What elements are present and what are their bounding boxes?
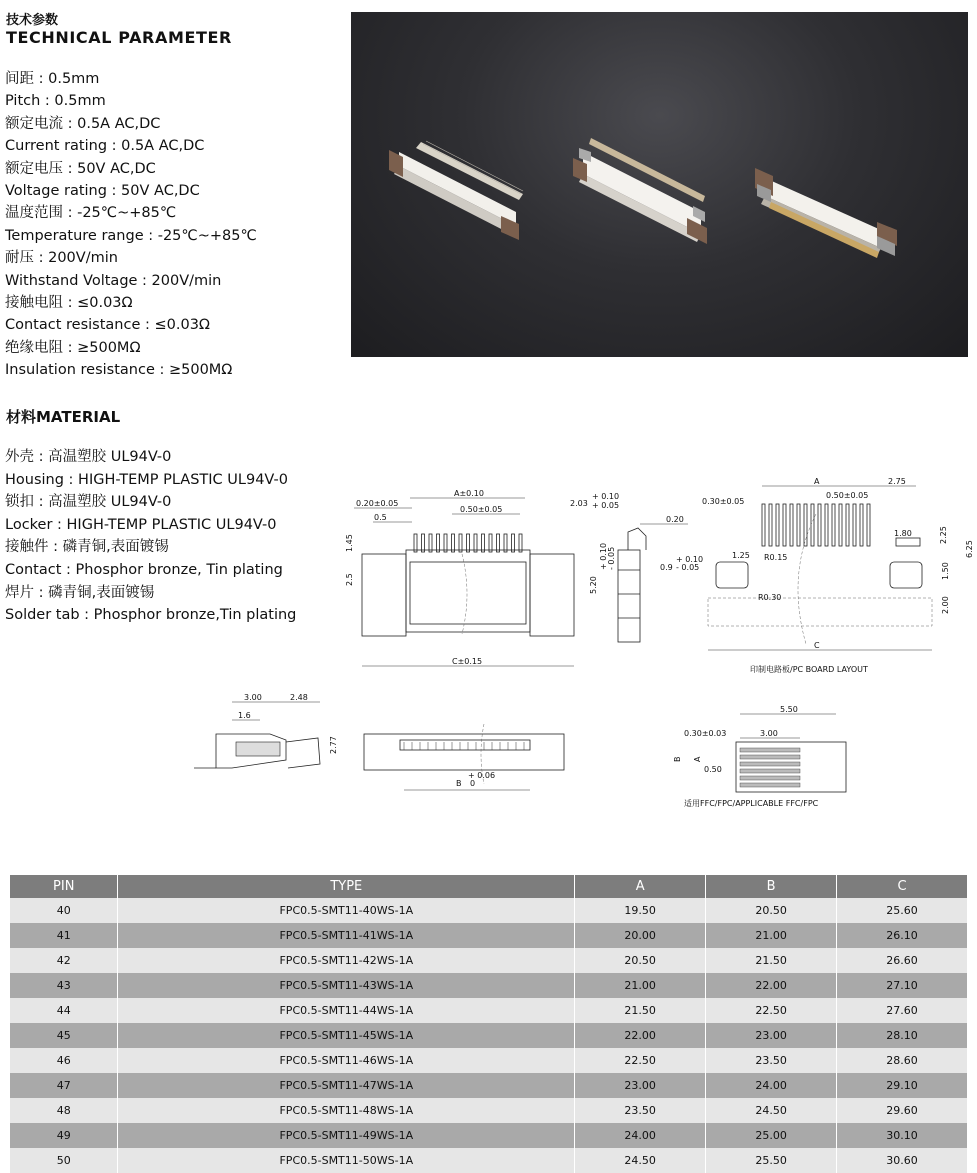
connector-3-image — [755, 168, 897, 258]
front-pin — [474, 534, 477, 552]
table-header-cell: C — [837, 875, 968, 898]
section-view-drawing — [190, 690, 350, 780]
table-cell: 26.60 — [837, 948, 968, 973]
pcb-pad — [818, 504, 821, 546]
table-cell: 20.00 — [575, 923, 706, 948]
table-cell: FPC0.5-SMT11-42WS-1A — [118, 948, 575, 973]
spec-line: Temperature range : -25℃~+85℃ — [5, 227, 257, 244]
table-cell: 22.50 — [575, 1048, 706, 1073]
table-cell: 25.50 — [706, 1148, 837, 1173]
table-row — [10, 898, 968, 923]
layout-dim-r0-15: R0.15 — [764, 553, 788, 562]
material-line: Solder tab : Phosphor bronze,Tin plating — [5, 607, 297, 624]
side-dim-2-03-upper-tol: + 0.10 — [592, 492, 620, 501]
fpc-spec-drawing — [670, 698, 870, 814]
layout-dim-1-25: 1.25 — [732, 551, 750, 560]
front-pin — [482, 534, 485, 552]
table-cell: 26.10 — [837, 923, 968, 948]
table-row — [10, 998, 968, 1023]
front-pin — [512, 534, 515, 552]
table-cell: 23.00 — [575, 1073, 706, 1098]
table-cell: 29.10 — [837, 1073, 968, 1098]
pcb-pad — [825, 504, 828, 546]
table-cell: 44 — [10, 998, 118, 1023]
product-photo — [351, 12, 968, 357]
section-dim-2-48: 2.48 — [290, 693, 308, 702]
table-cell: FPC0.5-SMT11-45WS-1A — [118, 1023, 575, 1048]
table-cell: 21.50 — [706, 948, 837, 973]
front-dim-a: A±0.10 — [454, 489, 484, 498]
layout-dim-c: C — [814, 641, 820, 650]
layout-dim-1-50: 1.50 — [941, 562, 950, 580]
spec-line: Current rating : 0.5A AC,DC — [5, 138, 205, 155]
front-pin — [489, 534, 492, 552]
front-dim-pitch-tol: 0.20±0.05 — [356, 499, 399, 508]
material-line: 焊片 : 磷青铜,表面镀锡 — [5, 584, 155, 601]
table-cell: 50 — [10, 1148, 118, 1173]
table-cell: FPC0.5-SMT11-40WS-1A — [118, 898, 575, 923]
material-line: 接触件 : 磷青铜,表面镀锡 — [5, 539, 169, 556]
front-pin — [504, 534, 507, 552]
front-dim-0-5: 0.5 — [374, 513, 387, 522]
layout-dim-2-75: 2.75 — [888, 477, 906, 486]
table-cell: 46 — [10, 1048, 118, 1073]
table-header-cell: A — [575, 875, 706, 898]
section-dim-2-77: 2.77 — [329, 736, 338, 754]
table-cell: 22.00 — [575, 1023, 706, 1048]
side-dim-0-9-lower-tol: - 0.05 — [676, 563, 700, 572]
front-pin — [444, 534, 447, 552]
table-header-row — [10, 875, 968, 898]
table-cell: 49 — [10, 1123, 118, 1148]
part-table — [10, 875, 968, 1173]
layout-dim-1-80: 1.80 — [894, 529, 912, 538]
fpc-conductor — [740, 748, 800, 752]
pcb-pad — [783, 504, 786, 546]
fpc-conductor — [740, 783, 800, 787]
front-pin — [414, 534, 417, 552]
layout-dim-0-30: 0.30±0.05 — [702, 497, 745, 506]
connector-2-image — [573, 138, 707, 244]
layout-dim-2-25: 2.25 — [939, 526, 948, 544]
side-view-drawing — [568, 484, 708, 664]
spec-line: 间距 : 0.5mm — [5, 71, 100, 87]
table-row — [10, 1123, 968, 1148]
table-cell: 28.10 — [837, 1023, 968, 1048]
material-line: 锁扣 : 高温塑胶 UL94V-0 — [5, 494, 172, 511]
table-cell: 20.50 — [575, 948, 706, 973]
table-cell: 29.60 — [837, 1098, 968, 1123]
table-cell: 22.50 — [706, 998, 837, 1023]
table-cell: 43 — [10, 973, 118, 998]
fpc-conductor — [740, 776, 800, 780]
spec-line: 接触电阻 : ≤0.03Ω — [5, 295, 133, 311]
table-row — [10, 948, 968, 973]
table-row — [10, 1048, 968, 1073]
side-dim-5-20-lower-tol: - 0.05 — [607, 546, 616, 570]
bottom-view-drawing — [360, 720, 580, 800]
material-line: Housing : HIGH-TEMP PLASTIC UL94V-0 — [5, 471, 288, 488]
table-cell: FPC0.5-SMT11-41WS-1A — [118, 923, 575, 948]
front-dim-1-45: 1.45 — [345, 534, 354, 552]
table-cell: 24.00 — [706, 1073, 837, 1098]
table-cell: 23.00 — [706, 1023, 837, 1048]
table-cell: 23.50 — [575, 1098, 706, 1123]
spec-line: Insulation resistance : ≥500MΩ — [5, 362, 233, 379]
pcb-pad — [790, 504, 793, 546]
table-cell: FPC0.5-SMT11-43WS-1A — [118, 973, 575, 998]
fpc-caption: 适用FFC/FPC/APPLICABLE FFC/FPC — [684, 799, 819, 808]
front-pin — [519, 534, 522, 552]
pcb-pad — [853, 504, 856, 546]
table-cell: FPC0.5-SMT11-46WS-1A — [118, 1048, 575, 1073]
table-cell: 40 — [10, 898, 118, 923]
fpc-conductor — [740, 762, 800, 766]
spec-line: Voltage rating : 50V AC,DC — [5, 183, 200, 199]
table-cell: FPC0.5-SMT11-48WS-1A — [118, 1098, 575, 1123]
table-header-cell: B — [706, 875, 837, 898]
table-cell: 45 — [10, 1023, 118, 1048]
pcb-pad — [762, 504, 765, 546]
front-pin — [429, 534, 432, 552]
side-dim-2-03-lower-tol: + 0.05 — [592, 501, 620, 510]
table-cell: 47 — [10, 1073, 118, 1098]
fpc-dim-0-50: 0.50 — [704, 765, 722, 774]
table-cell: 24.50 — [706, 1098, 837, 1123]
bottom-dim-b-upper-tol: + 0.06 — [468, 771, 496, 780]
bottom-dim-b-lower-tol: 0 — [470, 779, 476, 788]
side-dim-0-9: 0.9 — [660, 563, 673, 572]
pcb-pad — [846, 504, 849, 546]
front-pin — [459, 534, 462, 552]
front-pin — [497, 534, 500, 552]
table-row — [10, 923, 968, 948]
front-pin — [452, 534, 455, 552]
front-pin — [437, 534, 440, 552]
spec-line: 耐压 : 200V/min — [5, 250, 118, 267]
spec-line: Pitch : 0.5mm — [5, 93, 106, 110]
side-dim-5-20: 5.20 — [589, 576, 598, 594]
side-dim-0-9-upper-tol: + 0.10 — [676, 555, 704, 564]
table-cell: FPC0.5-SMT11-44WS-1A — [118, 998, 575, 1023]
front-dim-c: C±0.15 — [452, 657, 483, 666]
table-cell: 30.10 — [837, 1123, 968, 1148]
table-row — [10, 1023, 968, 1048]
material-line: Locker : HIGH-TEMP PLASTIC UL94V-0 — [5, 516, 277, 533]
material-line: Contact : Phosphor bronze, Tin plating — [5, 562, 283, 578]
table-row — [10, 973, 968, 998]
table-cell: 24.00 — [575, 1123, 706, 1148]
table-cell: 22.00 — [706, 973, 837, 998]
fpc-dim-3-00: 3.00 — [760, 729, 778, 738]
material-line: 外壳 : 高温塑胶 UL94V-0 — [5, 449, 172, 465]
section-dim-1-6: 1.6 — [238, 711, 251, 720]
table-cell: 25.00 — [706, 1123, 837, 1148]
layout-dim-2-00: 2.00 — [941, 596, 950, 614]
table-cell: 19.50 — [575, 898, 706, 923]
table-cell: 42 — [10, 948, 118, 973]
spec-line: 温度范围 : -25℃~+85℃ — [5, 205, 177, 222]
table-cell: 30.60 — [837, 1148, 968, 1173]
table-cell: 28.60 — [837, 1048, 968, 1073]
fpc-conductor — [740, 769, 800, 773]
table-cell: 25.60 — [837, 898, 968, 923]
spec-line: 额定电流 : 0.5A AC,DC — [5, 115, 161, 132]
connector-illustration — [351, 12, 968, 357]
pcb-pad — [867, 504, 870, 546]
side-dim-0-20: 0.20 — [666, 515, 684, 524]
layout-dim-0-50: 0.50±0.05 — [826, 491, 869, 500]
pcb-pad — [776, 504, 779, 546]
fpc-dim-a: A — [693, 756, 702, 762]
pcb-pad — [839, 504, 842, 546]
layout-caption: 印制电路板/PC BOARD LAYOUT — [750, 665, 868, 674]
spec-line: 额定电压 : 50V AC,DC — [5, 160, 156, 177]
table-cell: 20.50 — [706, 898, 837, 923]
spec-line: Contact resistance : ≤0.03Ω — [5, 317, 210, 334]
table-row — [10, 1073, 968, 1098]
table-cell: 23.50 — [706, 1048, 837, 1073]
spec-line: 绝缘电阻 : ≥500MΩ — [5, 339, 141, 356]
spec-line: Withstand Voltage : 200V/min — [5, 272, 222, 289]
table-cell: FPC0.5-SMT11-50WS-1A — [118, 1148, 575, 1173]
side-dim-2-03: 2.03 — [570, 499, 588, 508]
fpc-dim-b: B — [673, 756, 682, 762]
fpc-dim-5-50: 5.50 — [780, 705, 798, 714]
pcb-pad — [832, 504, 835, 546]
front-view-drawing — [340, 484, 590, 674]
table-cell: 27.60 — [837, 998, 968, 1023]
connector-1-image — [389, 141, 523, 240]
table-cell: 48 — [10, 1098, 118, 1123]
pcb-pad — [797, 504, 800, 546]
table-cell: 21.00 — [706, 923, 837, 948]
table-cell: FPC0.5-SMT11-49WS-1A — [118, 1123, 575, 1148]
layout-dim-a: A — [814, 477, 820, 486]
table-header-cell: PIN — [10, 875, 118, 898]
layout-dim-6-25: 6.25 — [965, 540, 974, 558]
table-cell: 24.50 — [575, 1148, 706, 1173]
table-cell: FPC0.5-SMT11-47WS-1A — [118, 1073, 575, 1098]
pcb-pad — [811, 504, 814, 546]
side-dim-5-20-upper-tol: + 0.10 — [599, 542, 608, 570]
title-cn: 技术参数 — [6, 13, 59, 28]
front-pin — [467, 534, 470, 552]
front-pin — [422, 534, 425, 552]
front-dim-pitch: 0.50±0.05 — [460, 505, 503, 514]
title-en: TECHNICAL PARAMETER — [6, 28, 232, 47]
section-dim-3-00: 3.00 — [244, 693, 262, 702]
front-dim-2-5: 2.5 — [345, 573, 354, 586]
table-cell: 41 — [10, 923, 118, 948]
table-row — [10, 1148, 968, 1173]
bottom-dim-b: B — [456, 779, 462, 788]
table-header-cell: TYPE — [118, 875, 575, 898]
table-cell: 27.10 — [837, 973, 968, 998]
material-title: 材料MATERIAL — [6, 408, 121, 426]
fpc-conductor — [740, 755, 800, 759]
pcb-pad — [860, 504, 863, 546]
fpc-dim-0-30: 0.30±0.03 — [684, 729, 727, 738]
pcb-pad — [769, 504, 772, 546]
pcb-layout-drawing — [696, 474, 976, 684]
table-cell: 21.50 — [575, 998, 706, 1023]
table-row — [10, 1098, 968, 1123]
layout-dim-r0-30: R0.30 — [758, 593, 782, 602]
table-cell: 21.00 — [575, 973, 706, 998]
